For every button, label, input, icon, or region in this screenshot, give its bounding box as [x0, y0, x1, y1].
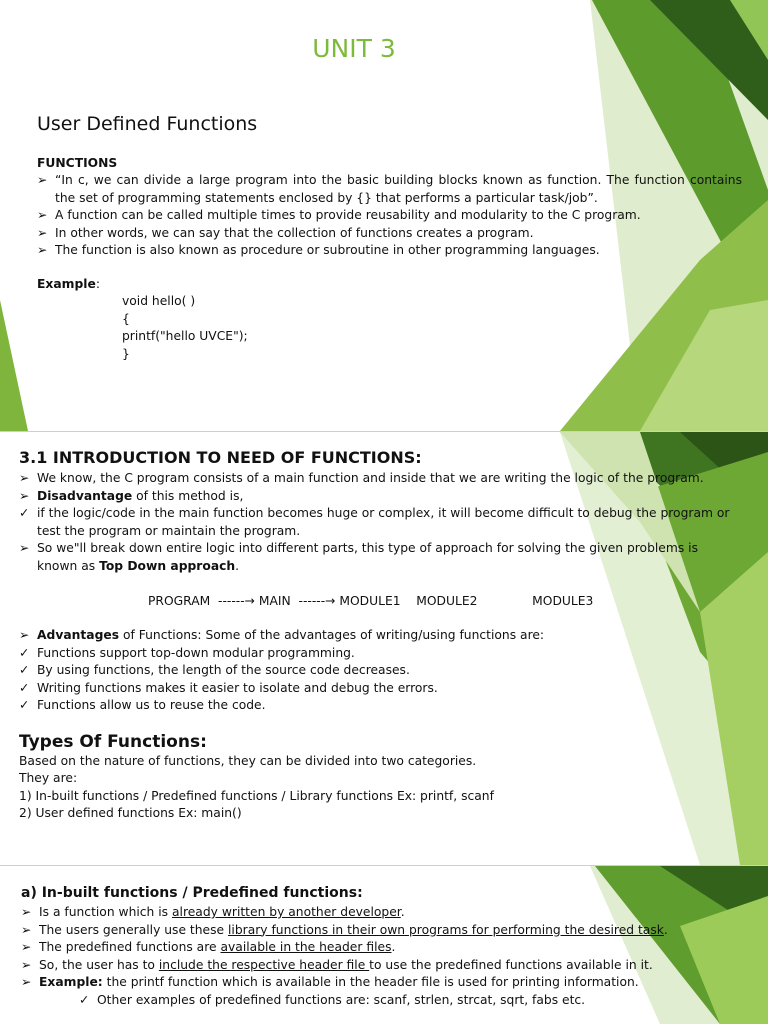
arrow-bullet-icon: ➢: [21, 975, 32, 989]
arrow-bullet-icon: ➢: [37, 208, 48, 222]
check-bullet-icon: ✓: [19, 645, 30, 660]
list-item: ➢ A function can be called multiple times to provide reusability and modularity to the C program.: [37, 207, 742, 225]
list-item: ➢ We know, the C program consists of a main function and inside that we are writing the logic of the program.: [19, 470, 741, 488]
check-bullet-icon: ✓: [19, 663, 30, 677]
list-item: ➢ The predefined functions are available in the header files.: [21, 939, 741, 957]
types-line: Based on the nature of functions, they can be divided into two categories.: [19, 754, 477, 768]
check-bullet-icon: ✓: [19, 506, 30, 520]
list-item: ➢ Advantages of Functions: Some of the advantages of writing/using functions are:: [19, 627, 741, 645]
check-bullet-icon: ✓: [79, 992, 90, 1007]
arrow-bullet-icon: ➢: [19, 628, 30, 642]
slide-inbuilt-functions: [0, 866, 768, 1024]
check-bullet-icon: ✓: [19, 698, 30, 712]
code-line: void hello( ): [122, 294, 196, 308]
intro-bullet-list: [19, 470, 741, 575]
slide-heading: User Defined Functions: [37, 113, 258, 135]
arrow-bullet-icon: ➢: [37, 173, 48, 187]
slide-need-of-functions: [0, 432, 768, 865]
list-item: ✓ Functions support top-down modular programming.: [19, 645, 741, 663]
arrow-bullet-icon: ➢: [21, 940, 32, 954]
arrow-bullet-icon: ➢: [19, 541, 30, 555]
list-item: ➢ In other words, we can say that the collection of functions creates a program.: [37, 225, 742, 243]
example-label: Example:: [37, 277, 100, 291]
arrow-bullet-icon: ➢: [19, 471, 30, 485]
slide-user-defined-functions: [0, 0, 768, 431]
list-item: ➢ Disadvantage of this method is,: [19, 488, 741, 506]
list-item: ✓ Functions allow us to reuse the code.: [19, 697, 741, 715]
arrow-bullet-icon: ➢: [19, 488, 30, 503]
advantages-list: [19, 627, 741, 715]
section-label: FUNCTIONS: [37, 156, 118, 170]
code-line: {: [122, 312, 130, 326]
types-line: 1) In-built functions / Predefined functions / Library functions Ex: printf, scanf: [19, 789, 494, 803]
flow-diagram-text: PROGRAM ------→ MAIN ------→ MODULE1 MODULE2 MODULE3: [148, 594, 594, 608]
code-line: }: [122, 347, 130, 361]
section-heading: 3.1 INTRODUCTION TO NEED OF FUNCTIONS:: [19, 448, 422, 467]
arrow-bullet-icon: ➢: [37, 243, 48, 257]
types-heading: Types Of Functions:: [19, 732, 207, 752]
code-line: printf("hello UVCE");: [122, 329, 248, 343]
check-bullet-icon: ✓: [19, 680, 30, 695]
list-item: ➢ Is a function which is already written by another developer.: [21, 904, 741, 922]
arrow-bullet-icon: ➢: [21, 905, 32, 919]
section-heading: a) In-built functions / Predefined functions:: [21, 885, 363, 901]
unit-title: UNIT 3: [312, 34, 396, 63]
arrow-bullet-icon: ➢: [21, 957, 32, 972]
list-item: ➢ Example: the printf function which is available in the header file is used for printing information.: [21, 974, 741, 992]
list-item: ✓ Other examples of predefined functions are: scanf, strlen, strcat, sqrt, fabs etc.: [21, 992, 741, 1010]
list-item: ➢ “In c, we can divide a large program into the basic building blocks known as function. The function contains the set of programming statements enclosed by {} that performs a particular task/job”.: [37, 173, 742, 205]
list-item: ➢ So, the user has to include the respective header file to use the predefined functions available in it.: [21, 957, 741, 975]
list-item: ➢ So we"ll break down entire logic into different parts, this type of approach for solving the given problems is known as Top Down approach.: [19, 541, 698, 573]
list-item: ➢ The function is also known as procedure or subroutine in other programming languages.: [37, 242, 742, 260]
list-item: ✓ if the logic/code in the main function becomes huge or complex, it will become difficult to debug the program or test the program or maintain the program.: [19, 506, 730, 538]
list-item: ➢ The users generally use these library functions in their own programs for performing the desired task.: [21, 922, 741, 940]
types-line: 2) User defined functions Ex: main(): [19, 806, 242, 820]
types-line: They are:: [19, 771, 78, 785]
functions-bullet-list: [37, 172, 742, 260]
arrow-bullet-icon: ➢: [37, 225, 48, 240]
list-item: ✓ Writing functions makes it easier to isolate and debug the errors.: [19, 680, 741, 698]
list-item: ✓ By using functions, the length of the source code decreases.: [19, 662, 741, 680]
arrow-bullet-icon: ➢: [21, 922, 32, 937]
inbuilt-bullet-list: [21, 904, 741, 1009]
